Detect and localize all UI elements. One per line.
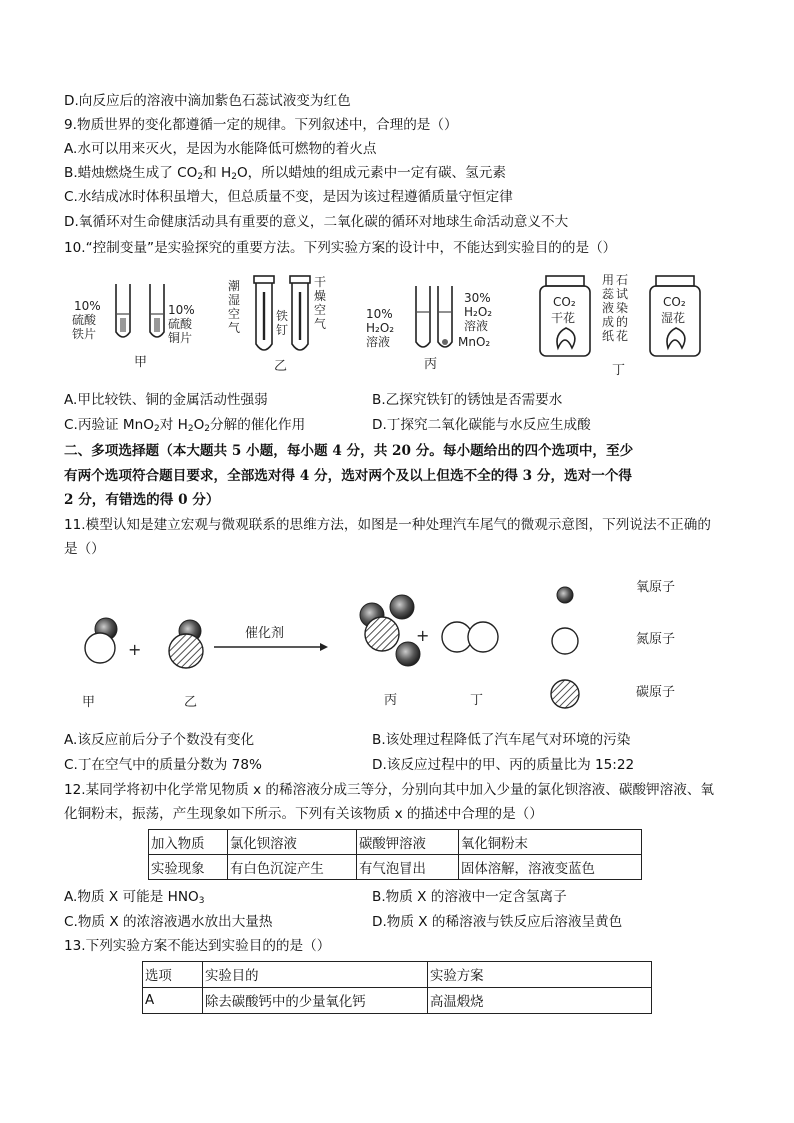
- molecule-bing: [360, 595, 420, 666]
- bing-left-3: 溶液: [366, 335, 391, 349]
- table-cell: 实验目的: [203, 962, 428, 988]
- table-cell: 实验现象: [149, 855, 228, 880]
- yi-right-3: 空: [314, 303, 327, 317]
- bing-right-3: 溶液: [464, 319, 489, 333]
- ding-mid-5: 液: [602, 301, 615, 315]
- table-cell: 选项: [143, 962, 203, 988]
- yi-right-2: 燥: [314, 289, 327, 303]
- ding-mid-8: 的: [616, 315, 629, 329]
- table-row: [143, 962, 652, 988]
- table-cell: 有白色沉淀产生: [228, 855, 357, 880]
- molecule-jia: [85, 618, 117, 663]
- q10-option-b: B.乙探究铁钉的锈蚀是否需要水: [372, 392, 563, 408]
- legend-nitrogen-atom: [552, 628, 578, 654]
- table-row: [149, 855, 642, 880]
- ding-jar1-flower: 干花: [551, 311, 576, 325]
- q10-figure: [60, 262, 740, 390]
- yi-caption: 乙: [274, 359, 288, 374]
- section2-line2: 有两个选项符合题目要求，全部选对得 4 分，选对两个及以上但选不全的得 3 分，选对一个得: [64, 468, 633, 484]
- bing-left-2: H₂O₂: [366, 321, 395, 335]
- ding-mid-2: 石: [616, 273, 629, 287]
- ding-mid-7: 成: [602, 315, 615, 329]
- q10-option-d: D.丁探究二氧化碳能与水反应生成酸: [372, 417, 591, 433]
- bing-caption: 丙: [424, 357, 438, 372]
- molecule-ding: [442, 622, 498, 652]
- table-cell: 氯化钡溶液: [228, 830, 357, 855]
- plus-sign-1: +: [128, 640, 142, 659]
- table-cell: A: [143, 988, 203, 1014]
- table-cell: 有气泡冒出: [357, 855, 459, 880]
- ding-jar2-flower: 湿花: [661, 311, 686, 325]
- q12-option-c: C.物质 X 的浓溶液遇水放出大量热: [64, 914, 273, 930]
- yi-left-1: 潮: [228, 279, 241, 293]
- q12-stem-2: 化铜粉末，振荡，产生现象如下所示。下列有关该物质 x 的描述中合理的是（）: [64, 806, 543, 822]
- jia-right-label-3: 铜片: [168, 331, 193, 345]
- q12-option-d: D.物质 X 的稀溶液与铁反应后溶液呈黄色: [372, 914, 623, 930]
- jia-left-label-1: 10%: [74, 299, 101, 313]
- label-yi: 乙: [184, 695, 198, 710]
- ding-mid-3: 蕊: [602, 287, 615, 301]
- q10-stem: 10.“控制变量”是实验探究的重要方法。下列实验方案的设计中，不能达到实验目的的是（）: [64, 240, 617, 256]
- table-cell: 碳酸钾溶液: [357, 830, 459, 855]
- jia-right-label-2: 硫酸: [168, 317, 193, 331]
- molecule-yi: [169, 620, 203, 668]
- table-cell: 氧化铜粉末: [459, 830, 642, 855]
- ding-mid-6: 染: [616, 301, 629, 315]
- q13-table: [142, 961, 652, 1014]
- jia-left-label-3: 铁片: [72, 327, 97, 341]
- experiment-jia: [116, 284, 164, 337]
- plus-sign-2: +: [416, 626, 430, 645]
- q9-option-d: D.氧循环对生命健康活动具有重要的意义，二氧化碳的循环对地球生命活动意义不大: [64, 214, 569, 230]
- table-row: [143, 988, 652, 1014]
- table-cell: 除去碳酸钙中的少量氧化钙: [203, 988, 428, 1014]
- table-cell: 固体溶解，溶液变蓝色: [459, 855, 642, 880]
- q11-option-b: B.该处理过程降低了汽车尾气对环境的污染: [372, 732, 631, 748]
- bing-right-2: H₂O₂: [464, 305, 493, 319]
- ding-caption: 丁: [612, 363, 626, 378]
- yi-right-4: 气: [314, 317, 327, 331]
- q9-option-c: C.水结成冰时体积虽增大，但总质量不变，是因为该过程遵循质量守恒定律: [64, 189, 513, 205]
- q12-table: [148, 829, 642, 880]
- ding-mid-1: 用: [602, 273, 615, 287]
- q9-option-a: A.水可以用来灭火，是因为水能降低可燃物的着火点: [64, 141, 377, 157]
- ding-mid-9: 纸: [602, 329, 615, 343]
- table-cell: 加入物质: [149, 830, 228, 855]
- ding-jar1-gas: CO₂: [553, 295, 576, 309]
- label-ding: 丁: [470, 693, 484, 708]
- q11-figure: [64, 565, 724, 720]
- bing-right-1: 30%: [464, 291, 491, 305]
- jia-caption: 甲: [134, 355, 148, 370]
- jia-left-label-2: 硫酸: [72, 313, 97, 327]
- catalyst-label: 催化剂: [245, 626, 285, 641]
- table-cell: 高温煅烧: [428, 988, 652, 1014]
- q11-stem-1: 11.模型认知是建立宏观与微观联系的思维方法，如图是一种处理汽车尾气的微观示意图，下列说法不正确的: [64, 517, 711, 533]
- yi-mid-1: 铁: [276, 309, 289, 323]
- q9-option-b: B.蜡烛燃烧生成了 $CO_2$和 $H_2O$，所以蜡烛的组成元素中一定有碳、氢元素: [64, 165, 506, 182]
- table-row: [149, 830, 642, 855]
- legend-oxygen-atom: [557, 587, 573, 603]
- bing-right-4: MnO₂: [458, 335, 491, 349]
- bing-left-1: 10%: [366, 307, 393, 321]
- ding-jar2-gas: CO₂: [663, 295, 686, 309]
- q12-option-a: A.物质 X 可能是 $HNO_3$: [64, 889, 205, 906]
- yi-left-2: 湿: [228, 293, 241, 307]
- q11-stem-2: 是（）: [64, 541, 105, 557]
- label-bing: 丙: [384, 693, 398, 708]
- legend-nitrogen: 氮原子: [636, 632, 676, 647]
- label-jia: 甲: [82, 695, 96, 710]
- ding-mid-10: 花: [616, 329, 629, 343]
- q11-option-d: D.该反应过程中的甲、丙的质量比为 15:22: [372, 757, 635, 773]
- yi-right-1: 干: [314, 275, 327, 289]
- legend-carbon-atom: [551, 680, 579, 708]
- yi-mid-2: 钉: [276, 323, 289, 337]
- q12-stem-1: 12.某同学将初中化学常见物质 x 的稀溶液分成三等分，分别向其中加入少量的氯化钡溶液、碳酸钾溶液、氧: [64, 782, 715, 798]
- jia-right-label-1: 10%: [168, 303, 195, 317]
- legend-oxygen: 氧原子: [636, 580, 676, 595]
- legend-carbon: 碳原子: [636, 685, 676, 700]
- ding-mid-4: 试: [616, 287, 629, 301]
- table-cell: 实验方案: [428, 962, 652, 988]
- q10-option-c: C.丙验证 MnO$_2$对 $H_2O_2$分解的催化作用: [64, 417, 306, 434]
- q10-option-a: A.甲比较铁、铜的金属活动性强弱: [64, 392, 268, 408]
- experiment-bing: [416, 286, 452, 347]
- yi-left-4: 气: [228, 321, 241, 335]
- section2-line3: 2 分，有错选的得 0 分）: [64, 492, 220, 508]
- q12-option-b: B.物质 X 的溶液中一定含氢离子: [372, 889, 567, 905]
- yi-left-3: 空: [228, 307, 241, 321]
- q11-option-c: C.丁在空气中的质量分数为 78%: [64, 757, 262, 773]
- q13-stem: 13.下列实验方案不能达到实验目的的是（）: [64, 938, 331, 954]
- q8-option-d: D.向反应后的溶液中滴加紫色石蕊试液变为红色: [64, 93, 351, 109]
- q9-stem: 9.物质世界的变化都遵循一定的规律。下列叙述中，合理的是（）: [64, 117, 458, 133]
- q11-option-a: A.该反应前后分子个数没有变化: [64, 732, 255, 748]
- section2-line1: 二、多项选择题（本大题共 5 小题，每小题 4 分，共 20 分。每小题给出的四个选项中，至少: [64, 443, 634, 459]
